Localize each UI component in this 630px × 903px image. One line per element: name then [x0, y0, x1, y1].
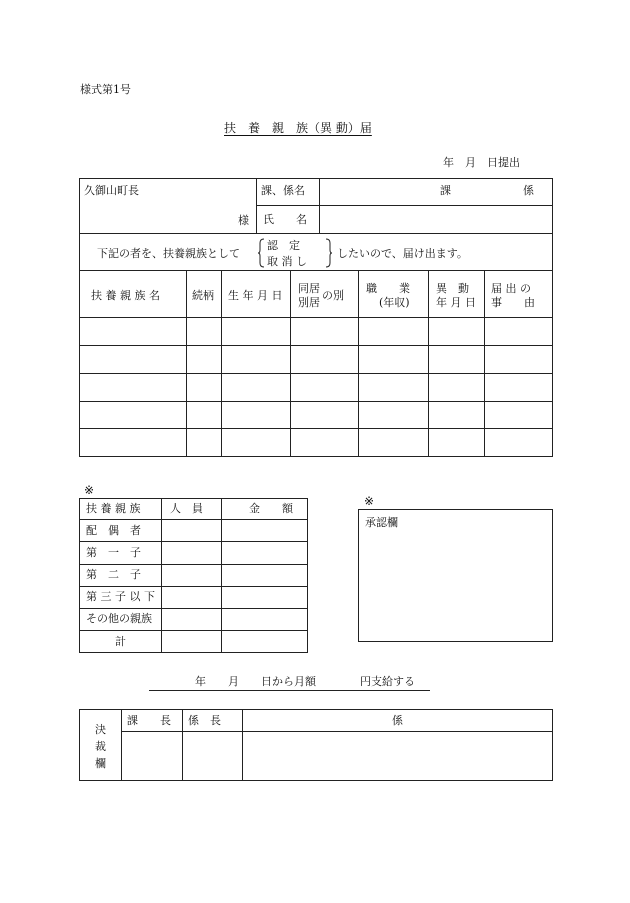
dept-label: 課、係名	[261, 184, 305, 197]
name-input[interactable]	[320, 206, 552, 233]
allowance-amount-cell[interactable]	[222, 565, 307, 586]
decision-staff: 係	[392, 714, 403, 727]
dependent-change-date-cell[interactable]	[429, 346, 484, 373]
allowance-persons-cell[interactable]	[162, 520, 221, 541]
addressee: 久御山町長	[84, 184, 139, 197]
dependent-occupation-cell[interactable]	[359, 318, 428, 345]
staff-stamp-area[interactable]	[243, 732, 552, 780]
section-chief-stamp-area[interactable]	[122, 732, 182, 780]
dependent-occupation-cell[interactable]	[359, 346, 428, 373]
col-header-cohab-2: 別居	[298, 296, 320, 309]
allowance-persons-cell[interactable]	[162, 631, 221, 652]
dependent-cohabitation-cell[interactable]	[291, 402, 358, 428]
allowance-row-third-child: 第 三 子 以 下	[86, 590, 155, 603]
allowance-amount-cell[interactable]	[222, 587, 307, 608]
allowance-amount-cell[interactable]	[222, 542, 307, 563]
col-header-occupation: 職 業	[366, 282, 410, 295]
decision-subsection-chief: 係 長	[188, 714, 221, 727]
honorific-sama: 様	[238, 214, 249, 227]
col-header-cohab-1: 同居	[298, 282, 320, 295]
col-header-reason-2: 事 由	[491, 296, 535, 309]
left-brace-icon	[257, 238, 265, 268]
dependent-relation-cell[interactable]	[187, 429, 221, 456]
allowance-persons-cell[interactable]	[162, 609, 221, 630]
dependent-reason-cell[interactable]	[485, 402, 552, 428]
dependent-occupation-cell[interactable]	[359, 429, 428, 456]
statement-suffix: したいので、届け出ます。	[337, 247, 468, 260]
ka-label: 課	[440, 184, 451, 197]
name-label: 氏 名	[263, 213, 307, 226]
dependent-occupation-cell[interactable]	[359, 374, 428, 401]
allowance-row-second-child: 第 二 子	[86, 568, 141, 581]
allowance-amount-cell[interactable]	[222, 631, 307, 652]
dependent-birth-cell[interactable]	[222, 402, 290, 428]
dependent-relation-cell[interactable]	[187, 346, 221, 373]
dependent-name-cell[interactable]	[80, 402, 186, 428]
col-header-change-2: 年 月 日	[436, 296, 476, 309]
col-header-change-1: 異 動	[436, 282, 469, 295]
subsection-chief-stamp-area[interactable]	[183, 732, 242, 780]
dependent-change-date-cell[interactable]	[429, 318, 484, 345]
option-recognize: 認 定	[267, 239, 300, 252]
allowance-row-spouse: 配 偶 者	[86, 524, 141, 537]
allowance-header-persons: 人 員	[170, 502, 203, 515]
col-header-income: (年収)	[379, 296, 410, 309]
dependent-cohabitation-cell[interactable]	[291, 374, 358, 401]
submission-date: 年 月 日提出	[443, 156, 520, 169]
dependent-relation-cell[interactable]	[187, 374, 221, 401]
dependent-birth-cell[interactable]	[222, 374, 290, 401]
col-header-birth: 生 年 月 日	[228, 289, 283, 302]
payment-line: 年 月 日から月額 円支給する	[149, 676, 430, 691]
dependent-cohabitation-cell[interactable]	[291, 429, 358, 456]
allowance-row-other: その他の親族	[86, 612, 152, 625]
allowance-row-first-child: 第 一 子	[86, 546, 141, 559]
dependent-change-date-cell[interactable]	[429, 374, 484, 401]
allowance-persons-cell[interactable]	[162, 587, 221, 608]
kakari-label: 係	[523, 184, 534, 197]
approval-mark: ※	[364, 494, 375, 508]
col-header-relation: 続柄	[192, 289, 214, 302]
option-cancel: 取 消 し	[267, 255, 307, 268]
decision-label: 決 裁 欄	[95, 723, 106, 770]
form-number: 様式第1号	[80, 83, 131, 96]
statement-prefix: 下記の者を、扶養親族として	[97, 247, 240, 260]
dept-input[interactable]	[320, 179, 552, 205]
dependent-change-date-cell[interactable]	[429, 402, 484, 428]
dependent-reason-cell[interactable]	[485, 318, 552, 345]
allowance-header-amount: 金 額	[249, 502, 293, 515]
dependent-relation-cell[interactable]	[187, 402, 221, 428]
dependent-birth-cell[interactable]	[222, 318, 290, 345]
allowance-mark: ※	[84, 483, 95, 497]
approval-label: 承認欄	[365, 516, 398, 529]
dependent-relation-cell[interactable]	[187, 318, 221, 345]
dependent-name-cell[interactable]	[80, 346, 186, 373]
col-header-reason-1: 届 出 の	[491, 282, 531, 295]
allowance-persons-cell[interactable]	[162, 542, 221, 563]
allowance-header-category: 扶 養 親 族	[86, 502, 141, 515]
dependent-occupation-cell[interactable]	[359, 402, 428, 428]
dependent-name-cell[interactable]	[80, 374, 186, 401]
dependent-cohabitation-cell[interactable]	[291, 346, 358, 373]
dependent-name-cell[interactable]	[80, 318, 186, 345]
allowance-amount-cell[interactable]	[222, 609, 307, 630]
col-header-cohab-3: の別	[322, 289, 344, 302]
col-header-name: 扶 養 親 族 名	[91, 289, 160, 302]
decision-section-chief: 課 長	[127, 714, 171, 727]
allowance-row-total: 計	[115, 635, 126, 648]
right-brace-icon	[325, 238, 333, 268]
allowance-persons-cell[interactable]	[162, 565, 221, 586]
dependent-reason-cell[interactable]	[485, 429, 552, 456]
dependent-reason-cell[interactable]	[485, 346, 552, 373]
dependent-birth-cell[interactable]	[222, 346, 290, 373]
dependent-name-cell[interactable]	[80, 429, 186, 456]
dependent-change-date-cell[interactable]	[429, 429, 484, 456]
dependent-cohabitation-cell[interactable]	[291, 318, 358, 345]
dependent-birth-cell[interactable]	[222, 429, 290, 456]
dependent-reason-cell[interactable]	[485, 374, 552, 401]
form-title: 扶 養 親 族（異 動）届	[224, 121, 372, 135]
allowance-amount-cell[interactable]	[222, 520, 307, 541]
